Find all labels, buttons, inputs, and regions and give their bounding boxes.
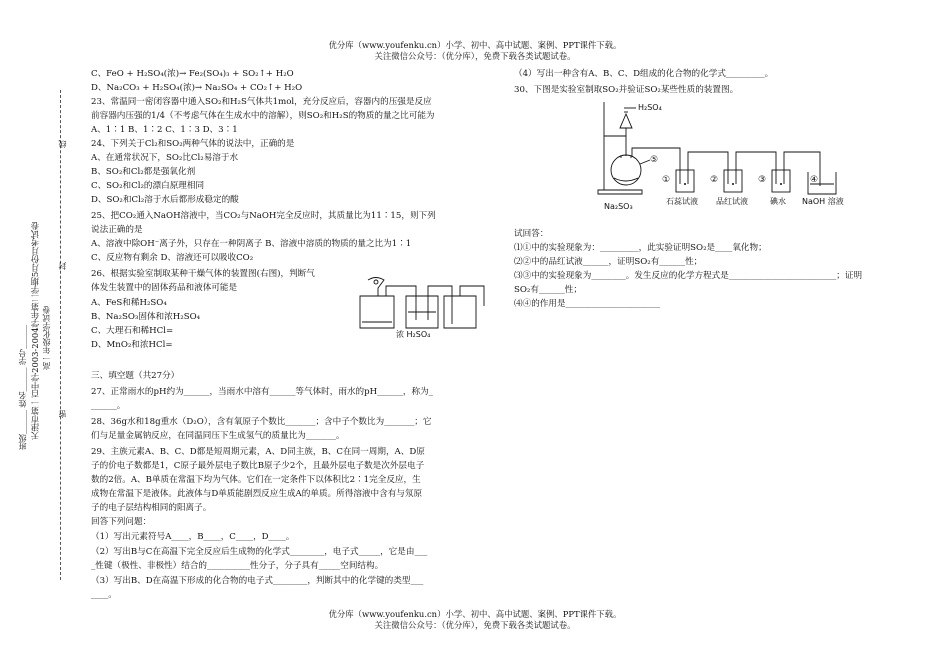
exam-title-vertical: 天津市第一百中学2003-2004学年第二学期5月份月考试卷 [30,221,40,440]
seal-xian: 线 [58,140,67,148]
q29-sub-4: （4）写出一种含有A、B、C、D组成的化合物的化学式_________。 [514,69,774,79]
q26-option-d: D、MnO₂和浓HCl= [91,340,173,350]
q24-option-c: C、SO₂和Cl₂的漂白原理相同 [91,181,205,191]
q28-line-2: 们与足量金属钠反应，在同温同压下生成氢气的质量比为_______。 [91,431,345,441]
fig-label-3: ③ [758,175,767,185]
header-line-2: 关注微信公众号：（优分库），免费下载各类试题试卷。 [374,51,576,61]
q26-option-a: A、FeS和稀H₂SO₄ [91,298,167,308]
fig-label-h2so4: H₂SO₄ [638,103,662,112]
q30-sub-1: ⑴①中的实验现象为：_________，此实验证明SO₂是____氧化物； [514,243,767,253]
fig-label-naoh: NaOH 溶液 [802,197,844,206]
fig-label-2: ② [710,175,719,185]
q26-stem-2: 体发生装置中的固体药品和液体可能是 [91,283,238,293]
grade-subject-vertical: 高一年级化学试卷 [42,306,51,370]
q29-sub-3-line-2: ____。 [91,590,117,600]
q24-option-b: B、SO₂和Cl₂都是强氧化剂 [91,167,196,177]
footer-line-1: 优分库（www.youfenku.cn）小学、初中、高中试题、案例、PPT课件下载。 [328,609,622,619]
q29-sub-1: （1）写出元素符号A____，B____，C____，D____。 [91,532,295,542]
q29-answer-prompt: 回答下列问题： [91,517,152,527]
q29-line-3: 数的2倍。A、B单质在常温下均为气体。它们在一定条件下以体积比2∶1完全反应，生 [91,475,421,485]
q30-stem: 30、下图是实验室制取SO₂并验证SO₂某些性质的装置图。 [514,85,739,95]
seal-mi: 密 [58,410,67,418]
fig-label-iodine: 碘水 [770,197,786,206]
student-info-vertical: 班级______ 姓名______ 学号______ [18,324,27,450]
q29-line-5: 子的电子层结构相同的阳离子。 [91,503,212,513]
section-3-title: 三、填空题（共27分） [91,371,180,381]
q26-stem-1: 26、根据实验室制取某种干燥气体的装置图(右图)，判断气 [91,269,315,279]
q25-stem-2: 说法正确的是 [91,225,143,235]
fig-label-5: ⑤ [650,155,659,165]
header-line-1: 优分库（www.youfenku.cn）小学、初中、高中试题、案例、PPT课件下载。 [328,40,622,50]
seal-feng: 封 [58,262,67,270]
fig-label-na2so3: Na₂SO₃ [604,202,633,211]
q29-sub-2-line-2: _性键（极性、非极性）结合的__________性分子，分子具有_____空间结构。 [91,561,384,571]
q27-line-1: 27、正常雨水的pH约为______，当雨水中溶有______等气体时，雨水的pH______，称为_ [91,387,434,397]
q29-line-4: 成物在常温下是液体。此液体与D单质能剧烈反应生成A的单质。所得溶液中含有与氖原 [91,489,423,499]
q27-line-2: ______。 [91,401,126,411]
q23-stem-1: 23、常温同一密闭容器中通入SO₂和H₂S气体共1mol，充分反应后，容器内的压强是反应 [91,97,432,107]
q29-sub-3-line-1: （3）写出B、D在高温下形成的化合物的电子式________，判断其中的化学键的类型___ [91,576,424,586]
q30-sub-2: ⑵②中的品红试液______，证明SO₂有______性； [514,257,703,267]
fig-label-4: ④ [810,175,819,185]
q30-answer-prompt: 试回答： [514,229,549,239]
q25-options-ab: A、溶液中除OH⁻离子外，只存在一种阴离子 B、溶液中溶质的物质的量之比为1∶1 [91,239,412,249]
q29-line-1: 29、主族元素A、B、C、D都是短周期元素，A、D同主族，B、C在同一周期，A、D原 [91,447,425,457]
q23-stem-2: 前容器内压强的1/4（不考虑气体在生成水中的溶解），则SO₂和H₂S的物质的量之比可能为 [91,111,435,121]
q26-figure-label: 浓 H₂SO₄ [396,330,431,338]
q26-option-c: C、大理石和稀HCl= [91,326,174,336]
q29-line-2: 子的价电子数都是1，C原子最外层电子数比B原子少2个，且最外层电子数是次外层电子 [91,461,425,471]
q23-options: A、1∶1 B、1∶2 C、1∶3 D、3∶1 [91,125,238,135]
fig-label-magenta: 品红试液 [716,197,748,206]
q25-stem-1: 25、把CO₂通入NaOH溶液中，当CO₂与NaOH完全反应时，其质量比为11∶15，则下列 [91,211,436,221]
q26-option-b: B、Na₂SO₃固体和浓H₂SO₄ [91,312,201,322]
q26-apparatus-figure [348,276,498,338]
q24-option-d: D、SO₂和Cl₂溶于水后都形成稳定的酸 [91,195,239,205]
fig-label-1: ① [662,175,671,185]
q30-sub-3-line-1: ⑶③中的实验现象为________。发生反应的化学方程式是_________________________；证明 [514,271,863,281]
fig-label-litmus: 石蕊试液 [666,197,698,206]
q28-line-1: 28、36g水和18g重水（D₂O），含有氧原子个数比_______；含中子个数比为_______；它 [91,417,432,427]
q30-sub-4: ⑷④的作用是______________________ [514,299,661,309]
footer-line-2: 关注微信公众号：（优分库），免费下载各类试题试卷。 [374,620,576,630]
q25-options-cd: C、反应物有剩余 D、溶液还可以吸收CO₂ [91,253,254,263]
q24-stem: 24、下列关于Cl₂和SO₂两种气体的说法中，正确的是 [91,139,295,149]
q24-option-a: A、在通常状况下，SO₂比Cl₂易溶于水 [91,153,239,163]
q22-option-c: C、FeO + H₂SO₄(浓)→ Fe₂(SO₄)₃ + SO₂↑+ H₂O [91,69,294,79]
binding-dashed-line [60,90,61,580]
q22-option-d: D、Na₂CO₃ + H₂SO₄(浓)→ Na₂SO₄ + CO₂↑+ H₂O [91,83,303,93]
q30-apparatus-figure [596,98,866,218]
q30-sub-3-line-2: SO₂有______性； [514,285,582,295]
q29-sub-2-line-1: （2）写出B与C在高温下完全反应后生成物的化学式________，电子式_____，它是由___ [91,547,428,557]
